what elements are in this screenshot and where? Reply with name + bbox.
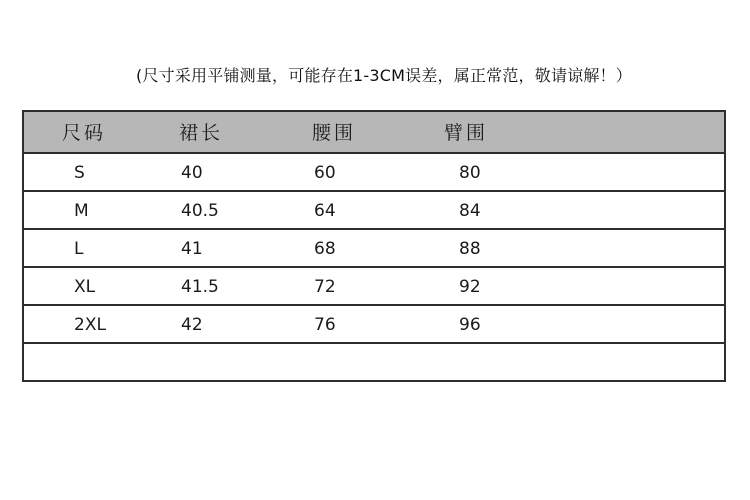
cell-waist: 68 (314, 239, 336, 259)
table-row (24, 154, 724, 192)
table-row (24, 192, 724, 230)
cell-waist: 60 (314, 163, 336, 183)
table-row (24, 306, 724, 344)
cell-arm: 80 (459, 163, 481, 183)
table-header-row (24, 112, 724, 154)
cell-waist: 76 (314, 315, 336, 335)
table-row (24, 268, 724, 306)
table-row (24, 230, 724, 268)
header-arm: 臂围 (444, 122, 489, 144)
header-waist: 腰围 (312, 122, 357, 144)
cell-waist: 72 (314, 277, 336, 297)
cell-size: XL (74, 277, 96, 297)
cell-arm: 96 (459, 315, 481, 335)
header-skirt-length: 裙长 (179, 122, 224, 144)
cell-skirt-length: 40.5 (181, 201, 219, 221)
table-row-empty (24, 344, 724, 380)
cell-skirt-length: 40 (181, 163, 203, 183)
cell-size: S (74, 163, 85, 183)
cell-skirt-length: 42 (181, 315, 203, 335)
cell-size: 2XL (74, 315, 106, 335)
cell-size: L (74, 239, 84, 259)
cell-size: M (74, 201, 89, 221)
cell-arm: 92 (459, 277, 481, 297)
size-chart-table (22, 110, 726, 382)
cell-skirt-length: 41 (181, 239, 203, 259)
header-size: 尺码 (62, 122, 107, 144)
cell-arm: 88 (459, 239, 481, 259)
measurement-note: (尺寸采用平铺测量，可能存在1-3CM误差，属正常范，敬请谅解！） (136, 66, 632, 85)
cell-skirt-length: 41.5 (181, 277, 219, 297)
cell-waist: 64 (314, 201, 336, 221)
cell-arm: 84 (459, 201, 481, 221)
